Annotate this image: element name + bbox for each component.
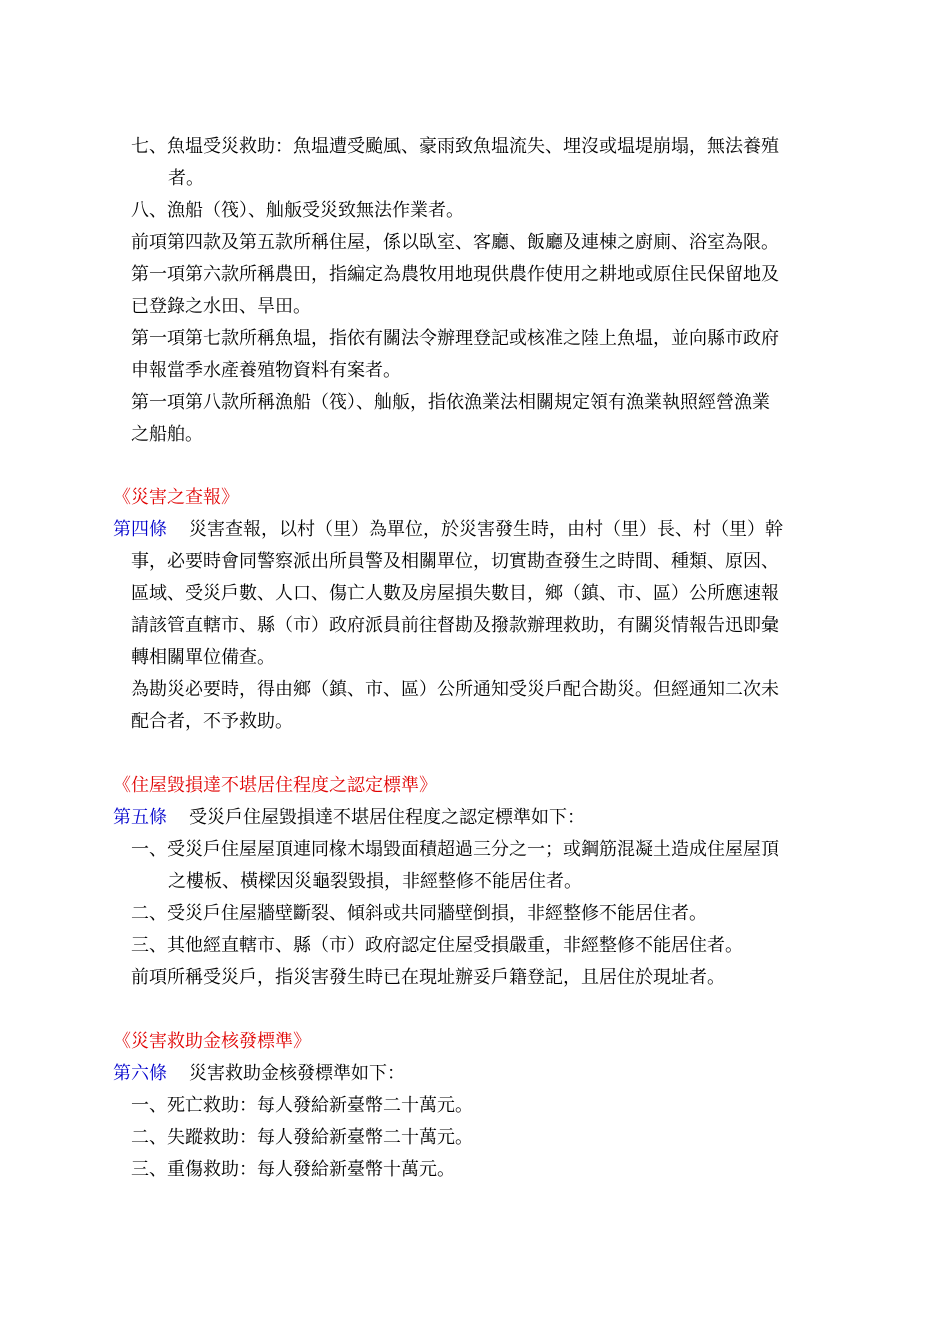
paragraph-line: 事，必要時會同警察派出所員警及相關單位，切實勘查發生之時間、種類、原因、 — [131, 551, 779, 572]
article-label: 第六條 — [113, 1063, 167, 1084]
paragraph-line: 第一項第七款所稱魚塭，指依有關法令辦理登記或核准之陸上魚塭，並向縣市政府 — [131, 328, 779, 349]
article-label: 第五條 — [113, 807, 167, 828]
article-text: 災害查報，以村（里）為單位，於災害發生時，由村（里）長、村（里）幹 — [189, 519, 783, 540]
paragraph-line: 之樓板、橫樑因災龜裂毀損，非經整修不能居住者。 — [168, 871, 582, 892]
paragraph-line: 第一項第八款所稱漁船（筏）、舢舨，指依漁業法相關規定領有漁業執照經營漁業 — [131, 392, 770, 413]
article-line — [113, 1062, 405, 1086]
paragraph-line: 第一項第六款所稱農田，指編定為農牧用地現供農作使用之耕地或原住民保留地及 — [131, 264, 779, 285]
list-item: 三、重傷救助：每人發給新臺幣十萬元。 — [131, 1159, 455, 1180]
paragraph-line: 者。 — [168, 168, 204, 189]
list-item: 二、失蹤救助：每人發給新臺幣二十萬元。 — [131, 1127, 473, 1148]
paragraph-line: 前項所稱受災戶，指災害發生時已在現址辦妥戶籍登記，且居住於現址者。 — [131, 967, 725, 988]
list-item: 一、受災戶住屋屋頂連同椽木塌毀面積超過三分之一；或鋼筋混凝土造成住屋屋頂 — [131, 839, 779, 860]
paragraph-line: 申報當季水產養殖物資料有案者。 — [131, 360, 401, 381]
list-item: 二、受災戶住屋牆壁斷裂、傾斜或共同牆壁倒損，非經整修不能居住者。 — [131, 903, 707, 924]
article-text: 受災戶住屋毀損達不堪居住程度之認定標準如下： — [189, 807, 585, 828]
article-line — [113, 806, 585, 830]
paragraph-line: 七、魚塭受災救助：魚塭遭受颱風、豪雨致魚塭流失、埋沒或塭堤崩塌，無法養殖 — [131, 136, 779, 157]
paragraph-line: 八、漁船（筏）、舢舨受災致無法作業者。 — [131, 200, 464, 221]
paragraph-line: 請該管直轄市、縣（市）政府派員前往督勘及撥款辦理救助，有關災情報告迅即彙 — [131, 615, 779, 636]
list-item: 一、死亡救助：每人發給新臺幣二十萬元。 — [131, 1095, 473, 1116]
list-item: 三、其他經直轄市、縣（市）政府認定住屋受損嚴重，非經整修不能居住者。 — [131, 935, 743, 956]
section-heading: 《災害救助金核發標準》 — [113, 1031, 311, 1052]
paragraph-line: 之船舶。 — [131, 424, 203, 445]
article-text: 災害救助金核發標準如下： — [189, 1063, 405, 1084]
section-heading: 《災害之查報》 — [113, 487, 239, 508]
paragraph-line: 配合者，不予救助。 — [131, 711, 293, 732]
article-line — [113, 518, 783, 542]
section-heading: 《住屋毀損達不堪居住程度之認定標準》 — [113, 775, 437, 796]
paragraph-line: 轉相關單位備查。 — [131, 647, 275, 668]
article-label: 第四條 — [113, 519, 167, 540]
paragraph-line: 前項第四款及第五款所稱住屋，係以臥室、客廳、飯廳及連棟之廚廁、浴室為限。 — [131, 232, 779, 253]
paragraph-line: 已登錄之水田、旱田。 — [131, 296, 311, 317]
paragraph-line: 區域、受災戶數、人口、傷亡人數及房屋損失數目，鄉（鎮、市、區）公所應速報 — [131, 583, 779, 604]
paragraph-line: 為勘災必要時，得由鄉（鎮、市、區）公所通知受災戶配合勘災。但經通知二次未 — [131, 679, 779, 700]
